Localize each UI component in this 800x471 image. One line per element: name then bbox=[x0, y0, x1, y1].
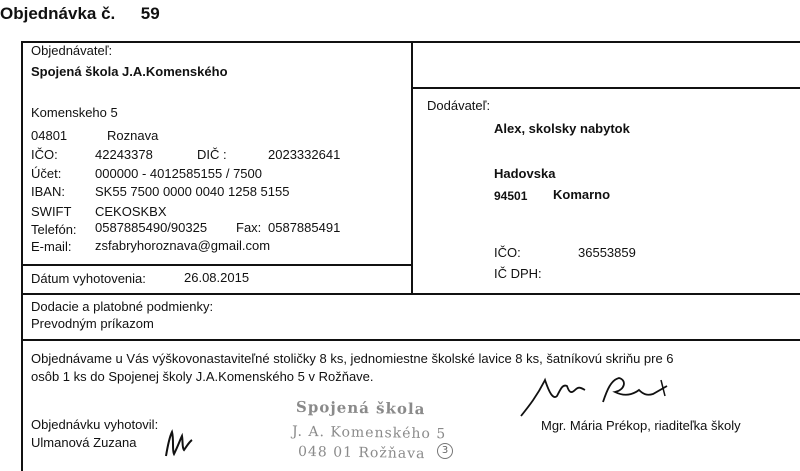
buyer-city: Roznava bbox=[107, 128, 159, 143]
buyer-fax: 0587885491 bbox=[268, 220, 341, 235]
prepared-by-name: Ulmanová Zuzana bbox=[31, 435, 137, 450]
frame-left bbox=[21, 41, 23, 471]
terms-label: Dodacie a platobné podmienky: bbox=[31, 299, 214, 314]
buyer-zip: 04801 bbox=[31, 128, 68, 143]
buyer-phone-label: Telefón: bbox=[31, 222, 77, 237]
preparer-signature bbox=[160, 420, 200, 470]
director-signature bbox=[515, 366, 685, 422]
supplier-bottom-border bbox=[411, 293, 800, 295]
stamp-line1: Spojená škola bbox=[295, 397, 426, 419]
order-text-line1: Objednávame u Vás výškovonastaviteľné stoličky 8 ks, jednomiestne školské lavice 8 ks, šatníkovú skriňu pre 6 bbox=[31, 351, 674, 366]
supplier-zip: 94501 bbox=[494, 189, 528, 203]
buyer-swift: CEKOSKBX bbox=[95, 204, 167, 219]
supplier-name: Alex, skolsky nabytok bbox=[494, 121, 630, 136]
director-name: Mgr. Mária Prékop, riaditeľka školy bbox=[541, 418, 741, 433]
supplier-top-border bbox=[411, 87, 800, 89]
prepared-by-label: Objednávku vyhotovil: bbox=[31, 417, 159, 432]
date-label: Dátum vyhotovenia: bbox=[31, 271, 146, 286]
title-text: Objednávka č. bbox=[0, 4, 116, 23]
buyer-iban-label: IBAN: bbox=[31, 184, 65, 199]
stamp-line3: 048 01 Rožňava bbox=[297, 443, 426, 463]
terms-bottom-border bbox=[22, 339, 800, 341]
buyer-email-label: E-mail: bbox=[31, 239, 72, 254]
terms-value: Prevodným príkazom bbox=[31, 316, 154, 331]
date-value: 26.08.2015 bbox=[184, 270, 250, 285]
stamp-line2: J. A. Komenského 5 bbox=[291, 423, 447, 443]
buyer-phone: 0587885490/90325 bbox=[95, 220, 208, 235]
buyer-account-label: Účet: bbox=[31, 166, 62, 181]
order-text-line2: osôb 1 ks do Spojenej školy J.A.Komenského 5 v Rožňave. bbox=[31, 369, 374, 384]
supplier-ico-label: IČO: bbox=[494, 245, 521, 260]
buyer-swift-label: SWIFT bbox=[31, 204, 72, 219]
supplier-icdph-label: IČ DPH: bbox=[494, 266, 542, 281]
buyer-email: zsfabryhoroznava@gmail.com bbox=[95, 238, 271, 253]
buyer-label: Objednávateľ: bbox=[31, 43, 113, 58]
buyer-street: Komenskeho 5 bbox=[31, 105, 118, 120]
order-number: 59 bbox=[140, 4, 160, 23]
supplier-label: Dodávateľ: bbox=[427, 98, 491, 113]
stamp-number-badge: 3 bbox=[437, 443, 453, 459]
date-top-border bbox=[22, 264, 412, 266]
buyer-account: 000000 - 4012585155 / 7500 bbox=[95, 166, 262, 181]
supplier-city: Komarno bbox=[553, 187, 611, 202]
page-title bbox=[0, 4, 160, 24]
buyer-iban: SK55 7500 0000 0040 1258 5155 bbox=[95, 184, 290, 199]
buyer-ico-label: IČO: bbox=[31, 147, 58, 162]
frame-mid-vertical bbox=[411, 41, 413, 294]
buyer-ico: 42243378 bbox=[95, 147, 153, 162]
buyer-fax-label: Fax: bbox=[236, 220, 262, 235]
buyer-dic-label: DIČ : bbox=[197, 147, 227, 162]
supplier-street: Hadovska bbox=[494, 166, 556, 181]
date-bottom-border bbox=[22, 293, 412, 295]
buyer-name: Spojená škola J.A.Komenského bbox=[31, 64, 228, 79]
supplier-ico: 36553859 bbox=[578, 245, 636, 260]
buyer-dic: 2023332641 bbox=[268, 147, 341, 162]
